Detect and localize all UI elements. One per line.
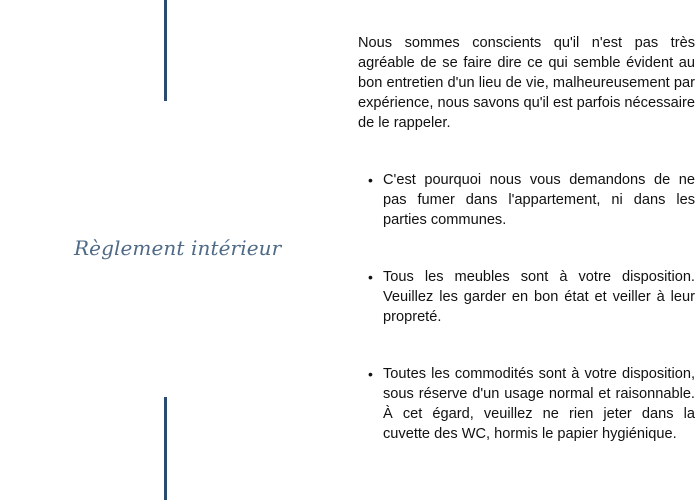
rules-content [358,33,695,481]
bullet-icon: • [368,172,373,188]
top-divider-line [164,0,167,101]
rule-emphasis: ne pas fumer [383,172,695,208]
bullet-icon: • [368,269,373,285]
bottom-divider-line [164,397,167,500]
rule-item-furniture [358,267,695,327]
rule-item-amenities [358,364,695,444]
bullet-icon: • [368,366,373,382]
rule-text: Toutes les commodités sont à votre disposition, sous réserve d'un usage normal et raisonnable. À cet égard, veuillez ne rien jeter dans la cuvette des WC, hormis le papier hygiénique. [383,366,695,442]
rules-list [358,170,695,444]
rule-text: Tous les meubles sont à votre disposition. Veuillez les garder en bon état et veiller à leur propreté. [383,269,695,325]
intro-paragraph: Nous sommes conscients qu'il n'est pas très agréable de se faire dire ce qui semble évident au bon entretien d'un lieu de vie, malheureusement par expérience, nous savons qu'il est parfois nécessaire de le rappeler. [358,35,696,131]
rule-text-after: dans l'appartement, ni dans les parties communes. [383,192,695,228]
rule-text-before: C'est pourquoi nous vous demandons de [383,172,679,188]
page-title: Règlement intérieur [74,236,282,260]
rule-item-no-smoking [358,170,695,230]
